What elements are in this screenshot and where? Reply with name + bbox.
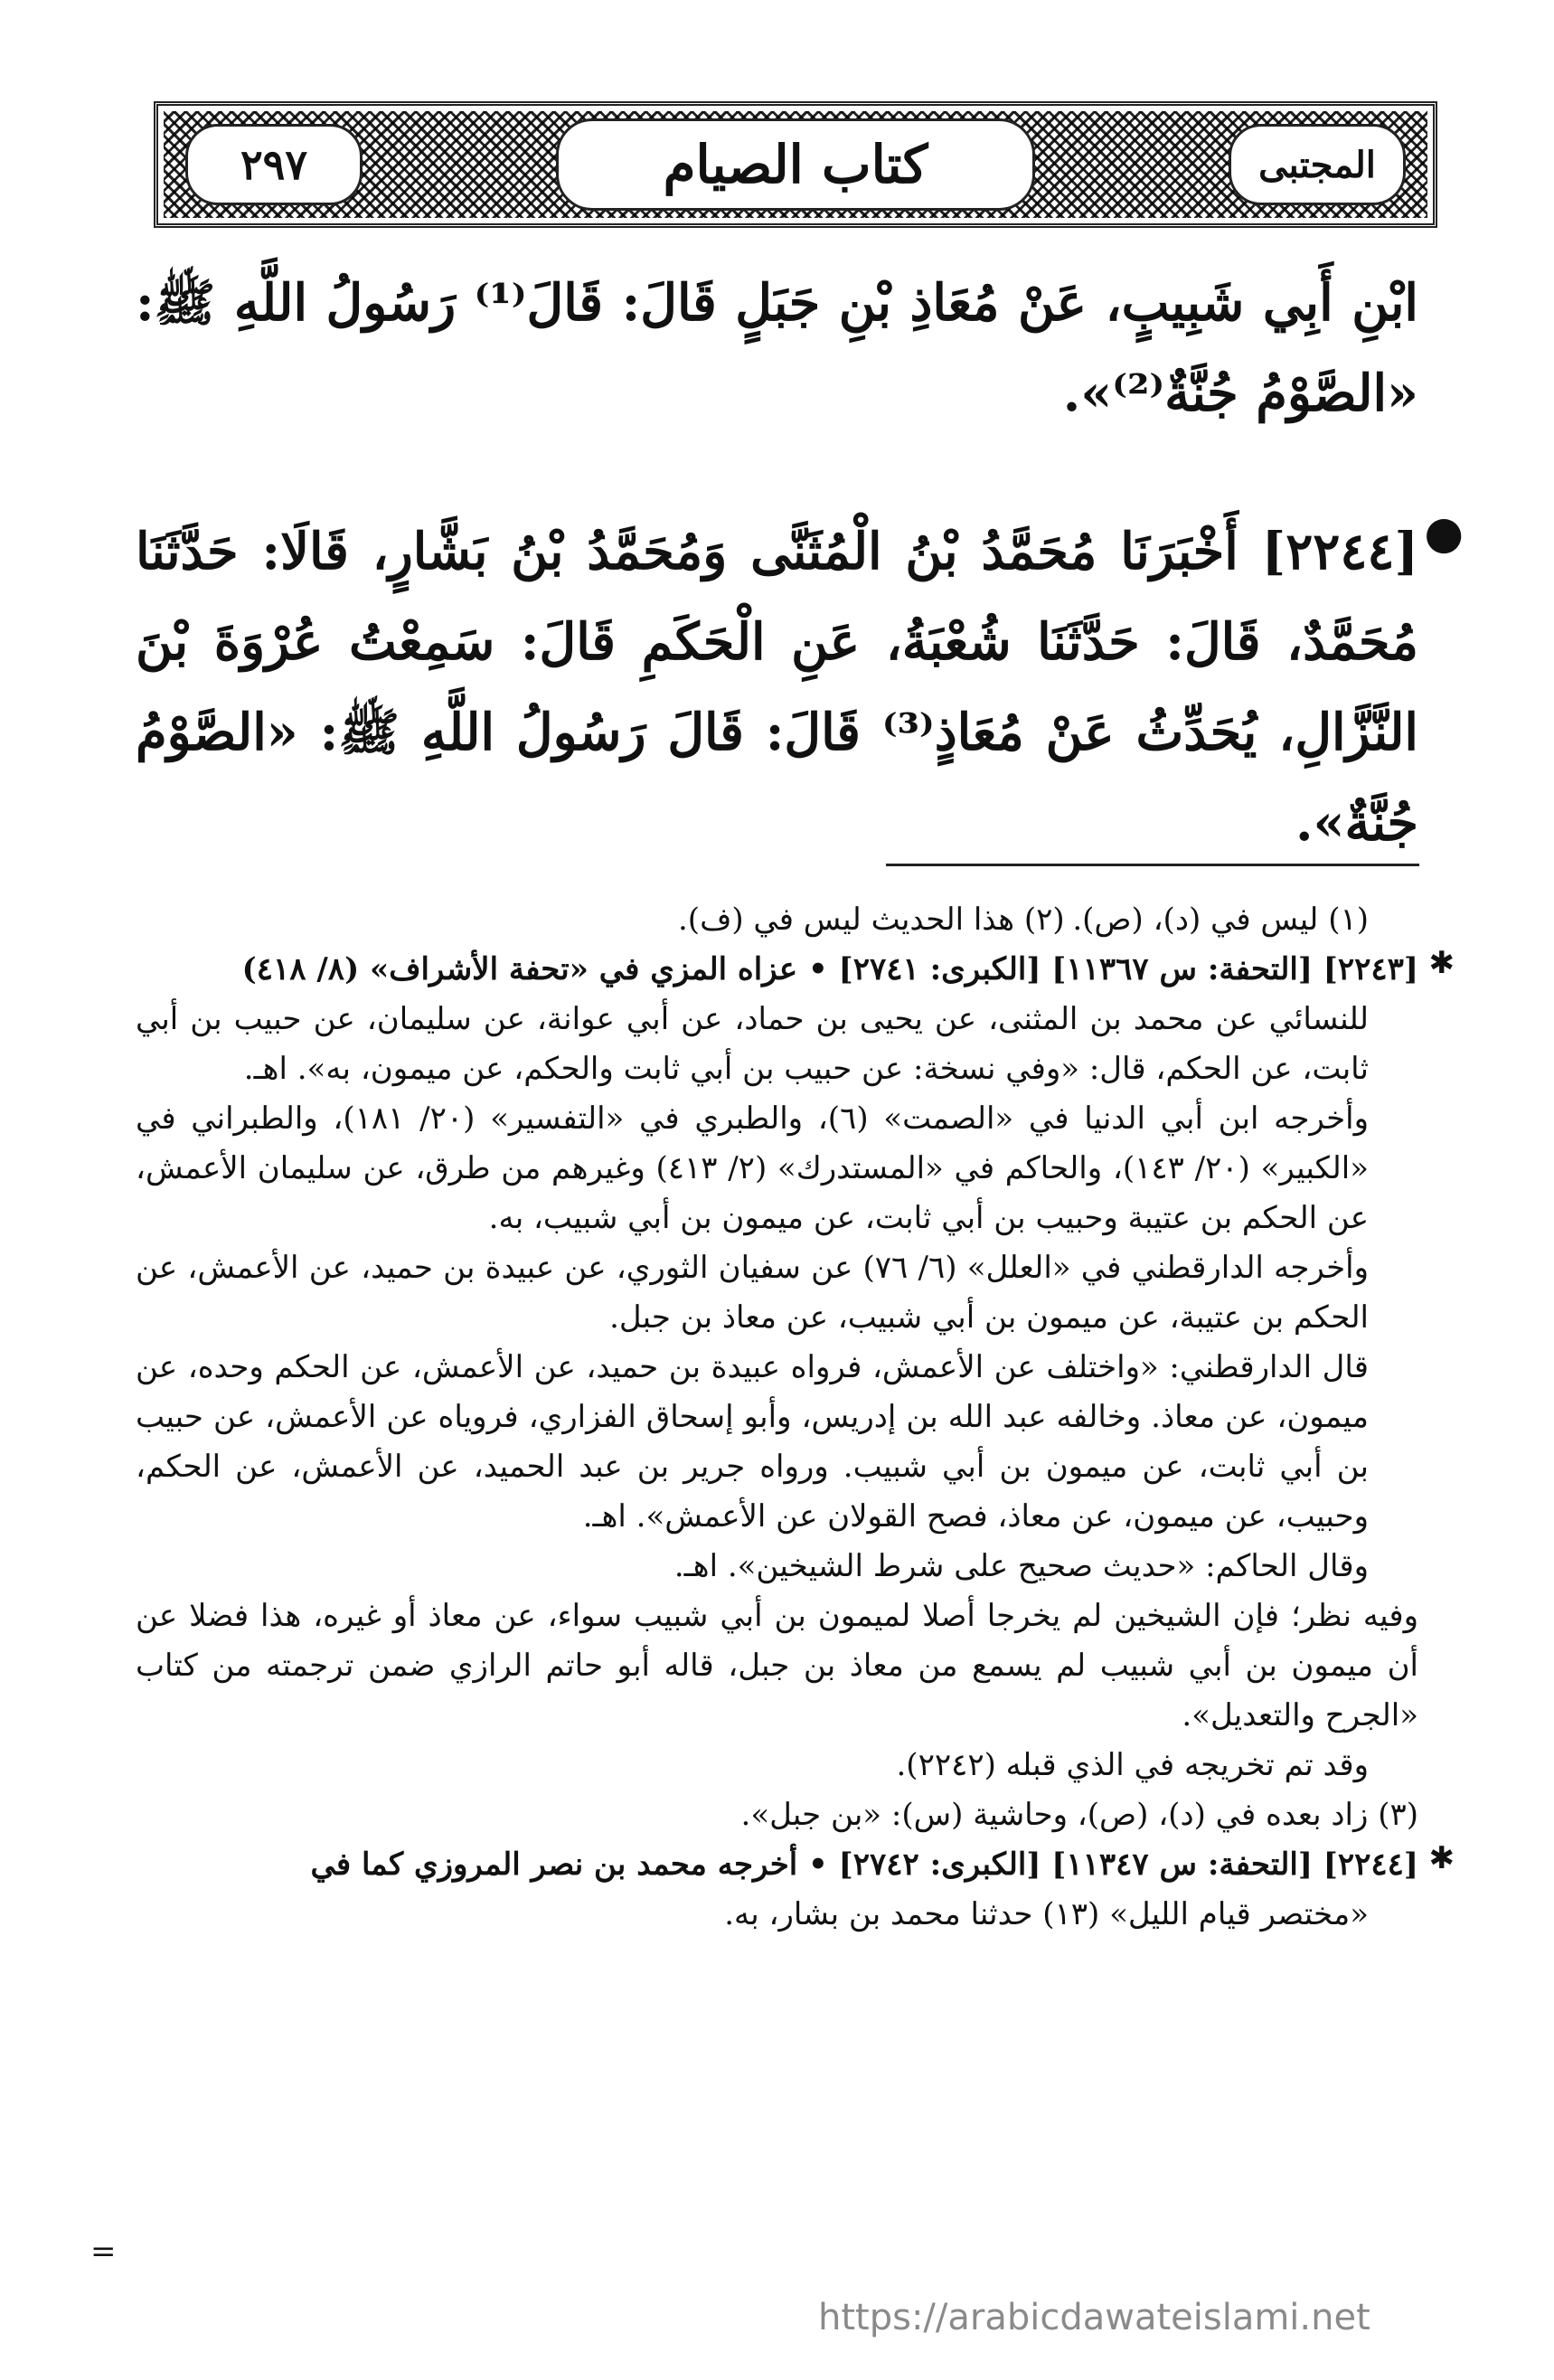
takhrij-2243-line-6: وفيه نظر؛ فإن الشيخين لم يخرجا أصلا لميمون بن أبي شبيب سواء، عن معاذ أو غيره، هذا فضلا عن أن ميمون بن أبي شبيب لم يسمع من معاذ بن جبل، قاله أبو حاتم الرازي ضمن ترجمته من كتاب «الجرح والتعديل». — [136, 1598, 1418, 1733]
takhrij-2243-line-1: للنسائي عن محمد بن المثنى، عن يحيى بن حماد، عن أبي عوانة، عن سليمان، عن حبيب بن أبي ثابت، عن الحكم، قال: «وفي نسخة: عن حبيب بن أبي ثابت والحكم، عن ميمون، به». اهـ. — [136, 1001, 1369, 1087]
takhrij-2244-line-1: «مختصر قيام الليل» (١٣) حدثنا محمد بن بشار، به. — [724, 1896, 1369, 1932]
takhrij-2243-line-3: وأخرجه الدارقطني في «العلل» (٦/ ٧٦) عن سفيان الثوري، عن عبيدة بن حميد، عن الأعمش، عن الحكم بن عتيبة، عن ميمون بن أبي شبيب، عن معاذ بن جبل. — [136, 1250, 1369, 1336]
page-header — [154, 101, 1437, 228]
watermark-url: https://arabicdawateislami.net — [818, 2297, 1370, 2338]
takhrij-2243-line-2: وأخرجه ابن أبي الدنيا في «الصمت» (٦)، والطبري في «التفسير» (٢٠/ ١٨١)، والطبراني في «الكبير» (٢٠/ ١٤٣)، والحاكم في «المستدرك» (٢/ ٤١٣) وغيرهم من طرق، عن سليمان الأعمش، عن الحكم بن عتيبة وحبيب بن أبي ثابت، عن ميمون بن أبي شبيب، به. — [136, 1100, 1370, 1236]
chapter-title: كتاب الصيام — [663, 134, 928, 195]
page-number: ٢٩٧ — [185, 124, 363, 205]
footnote-1: (١) ليس في (د)، (ص). — [1072, 902, 1369, 938]
takhrij-2243 — [136, 945, 1455, 1790]
asterisk-icon: ✱ — [1428, 945, 1455, 981]
main-text-block-2 — [136, 506, 1464, 868]
takhrij-2243-line-4: قال الدارقطني: «واختلف عن الأعمش، فرواه عبيدة بن حميد، عن الأعمش، عن الحكم وحده، عن ميمون، عن معاذ. وخالفه عبد الله بن إدريس، وأبو إسحاق الفزاري، فروياه عن الأعمش، عن حبيب بن أبي ثابت، عن ميمون بن أبي شبيب. ورواه جرير بن عبد الحميد، عن الأعمش، عن الحكم، وحبيب، عن ميمون، عن معاذ، فصح القولان عن الأعمش». اهـ. — [136, 1349, 1369, 1535]
asterisk-icon: ✱ — [1428, 1840, 1455, 1876]
takhrij-2244 — [136, 1840, 1455, 1940]
bullet-icon: ● — [1424, 506, 1464, 559]
book-logo: المجتبى — [1229, 124, 1406, 205]
takhrij-2243-line-5: وقال الحاكم: «حديث صحيح على شرط الشيخين». اهـ. — [673, 1548, 1369, 1584]
takhrij-2244-head: [٢٢٤٤] [التحفة: س ١١٣٤٧] [الكبرى: ٢٧٤٢] • أخرجه محمد بن نصر المروزي كما في — [310, 1846, 1418, 1883]
takhrij-2243-head: [٢٢٤٣] [التحفة: س ١١٣٦٧] [الكبرى: ٢٧٤١] • عزاه المزي في «تحفة الأشراف» (٨/ ٤١٨) — [241, 951, 1418, 987]
footnotes-block — [136, 895, 1455, 1940]
main-text-block-1 — [136, 258, 1418, 439]
footnote-row-1-2 — [136, 895, 1418, 945]
margin-mark: = — [90, 2234, 117, 2270]
footnote-separator — [886, 864, 1419, 866]
hadith-text-continuation: ابْنِ أَبِي شَبِيبٍ، عَنْ مُعَاذِ بْنِ جَبَلٍ قَالَ: قَالَ⁽¹⁾ رَسُولُ اللَّهِ ﷺ: «الصَّوْمُ جُنَّةٌ⁽²⁾». — [136, 273, 1418, 423]
hadith-2244-text: [٢٢٤٤] أَخْبَرَنَا مُحَمَّدُ بْنُ الْمُثَنَّى وَمُحَمَّدُ بْنُ بَشَّارٍ، قَالَا: حَدَّثَنَا مُحَمَّدٌ، قَالَ: حَدَّثَنَا شُعْبَةُ، عَنِ الْحَكَمِ قَالَ: سَمِعْتُ عُرْوَةَ بْنَ النَّزَّالِ، يُحَدِّثُ عَنْ مُعَاذٍ⁽³⁾ قَالَ: قَالَ رَسُولُ اللَّهِ ﷺ: «الصَّوْمُ جُنَّةٌ». — [136, 522, 1418, 853]
takhrij-2243-line-7: وقد تم تخريجه في الذي قبله (٢٢٤٢). — [896, 1747, 1369, 1783]
footnote-2: (٢) هذا الحديث ليس في (ف). — [678, 902, 1065, 938]
header-title-cartouche — [556, 118, 1035, 211]
footnote-3: (٣) زاد بعده في (د)، (ص)، وحاشية (س): «بن جبل». — [740, 1797, 1418, 1833]
